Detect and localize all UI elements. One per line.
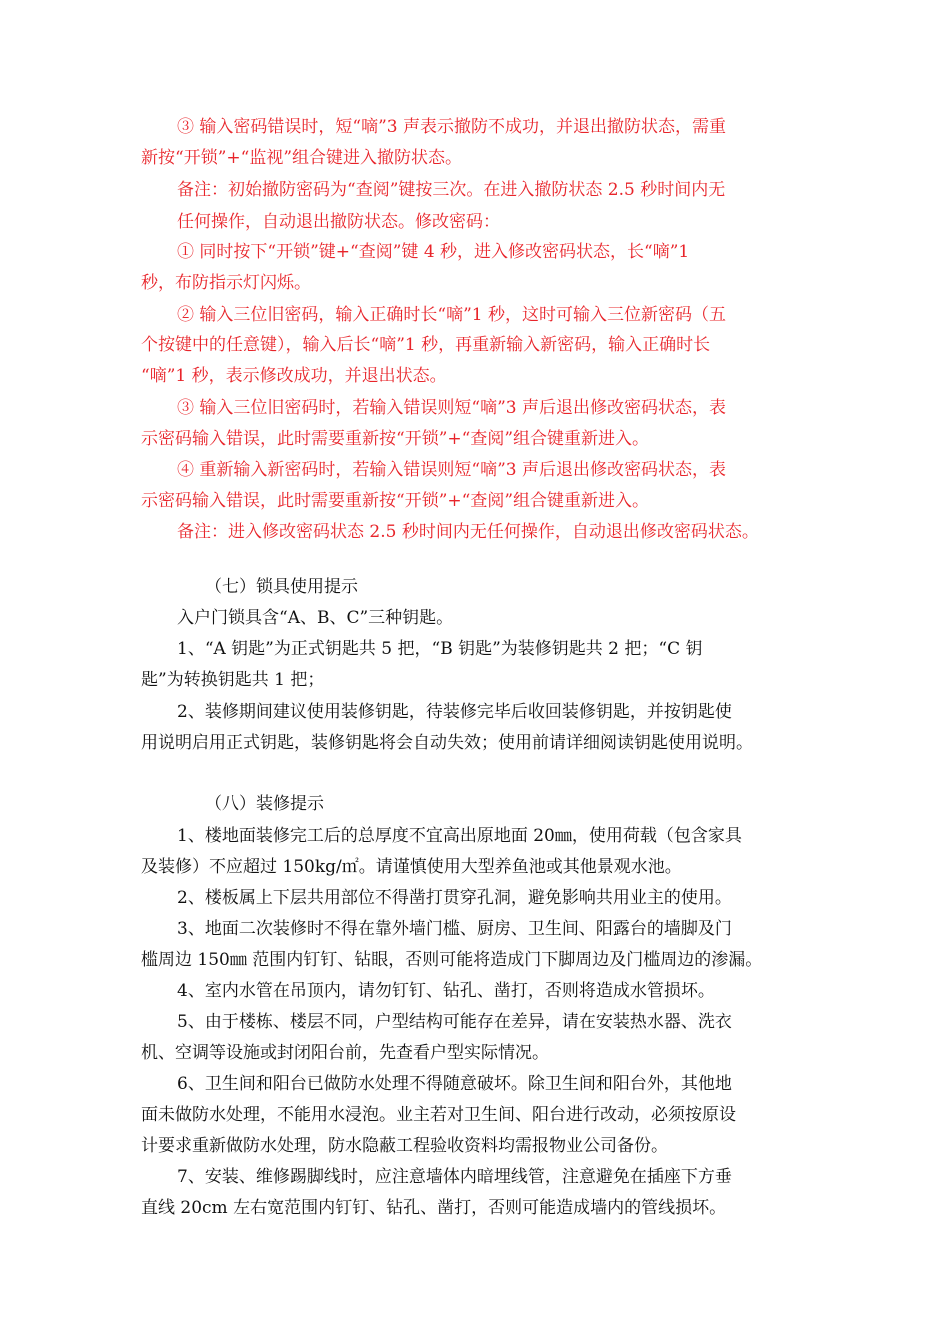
decor-line-11: 计要求重新做防水处理，防水隐蔽工程验收资料均需报物业公司备份。 — [141, 1136, 668, 1156]
decor-line-1: 1、楼地面装修完工后的总厚度不宜高出原地面 20㎜，使用荷载（包含家具 — [177, 826, 742, 846]
lock-line-3: 匙”为转换钥匙共 1 把； — [141, 670, 325, 690]
decor-line-10: 面未做防水处理，不能用水浸泡。业主若对卫生间、阳台进行改动，必须按原设 — [141, 1105, 736, 1125]
lock-line-4: 2、装修期间建议使用装修钥匙，待装修完毕后收回装修钥匙，并按钥匙使 — [177, 702, 732, 722]
red-step-1: ① 同时按下“开锁”键+“查阅”键 4 秒，进入修改密码状态，长“嘀”1 — [177, 242, 690, 262]
red-note-1: 备注：初始撤防密码为“查阅”键按三次。在进入撤防状态 2.5 秒时间内无 — [177, 180, 726, 200]
decor-line-3: 2、楼板属上下层共用部位不得凿打贯穿孔洞，避免影响共用业主的使用。 — [177, 888, 732, 908]
lock-line-5: 用说明启用正式钥匙，装修钥匙将会自动失效；使用前请详细阅读钥匙使用说明。 — [141, 733, 753, 753]
red-line-6: 秒，布防指示灯闪烁。 — [141, 273, 311, 293]
red-line-13: 示密码输入错误，此时需要重新按“开锁”+“查阅”组合键重新进入。 — [141, 491, 650, 511]
red-line-2: 新按“开锁”+“监视”组合键进入撤防状态。 — [141, 148, 463, 168]
decor-line-7: 5、由于楼栋、楼层不同，户型结构可能存在差异，请在安装热水器、洗衣 — [177, 1012, 732, 1032]
red-line-11: 示密码输入错误，此时需要重新按“开锁”+“查阅”组合键重新进入。 — [141, 429, 650, 449]
red-note-2: 备注：进入修改密码状态 2.5 秒时间内无任何操作，自动退出修改密码状态。 — [177, 522, 759, 542]
red-line-1: ③ 输入密码错误时，短“嘀”3 声表示撤防不成功，并退出撤防状态，需重 — [177, 117, 727, 137]
lock-section-heading: （七）锁具使用提示 — [205, 577, 358, 597]
red-line-4: 任何操作，自动退出撤防状态。修改密码： — [177, 212, 500, 232]
red-step-2: ② 输入三位旧密码，输入正确时长“嘀”1 秒，这时可输入三位新密码（五 — [177, 305, 727, 325]
lock-line-1: 入户门锁具含“A、B、C”三种钥匙。 — [177, 608, 454, 628]
red-line-9: “嘀”1 秒，表示修改成功，并退出状态。 — [141, 366, 447, 386]
red-line-8: 个按键中的任意键），输入后长“嘀”1 秒，再重新输入新密码，输入正确时长 — [141, 335, 711, 355]
red-step-4: ④ 重新输入新密码时，若输入错误则短“嘀”3 声后退出修改密码状态，表 — [177, 460, 727, 480]
decor-line-9: 6、卫生间和阳台已做防水处理不得随意破坏。除卫生间和阳台外，其他地 — [177, 1074, 732, 1094]
decor-line-2: 及装修）不应超过 150kg/㎡。请谨慎使用大型养鱼池或其他景观水池。 — [141, 857, 682, 877]
red-step-3: ③ 输入三位旧密码时，若输入错误则短“嘀”3 声后退出修改密码状态，表 — [177, 398, 727, 418]
decor-line-8: 机、空调等设施或封闭阳台前，先查看户型实际情况。 — [141, 1043, 549, 1063]
lock-line-2: 1、“A 钥匙”为正式钥匙共 5 把，“B 钥匙”为装修钥匙共 2 把；“C 钥 — [177, 639, 703, 659]
decor-line-4: 3、地面二次装修时不得在靠外墙门槛、厨房、卫生间、阳露台的墙脚及门 — [177, 919, 732, 939]
decor-line-6: 4、室内水管在吊顶内，请勿钉钉、钻孔、凿打，否则将造成水管损坏。 — [177, 981, 715, 1001]
decor-line-12: 7、安装、维修踢脚线时，应注意墙体内暗埋线管，注意避免在插座下方垂 — [177, 1167, 732, 1187]
decor-line-13: 直线 20cm 左右宽范围内钉钉、钻孔、凿打，否则可能造成墙内的管线损坏。 — [141, 1198, 727, 1218]
decor-section-heading: （八）装修提示 — [205, 794, 324, 814]
decor-line-5: 槛周边 150㎜ 范围内钉钉、钻眼，否则可能将造成门下脚周边及门槛周边的渗漏。 — [141, 950, 763, 970]
